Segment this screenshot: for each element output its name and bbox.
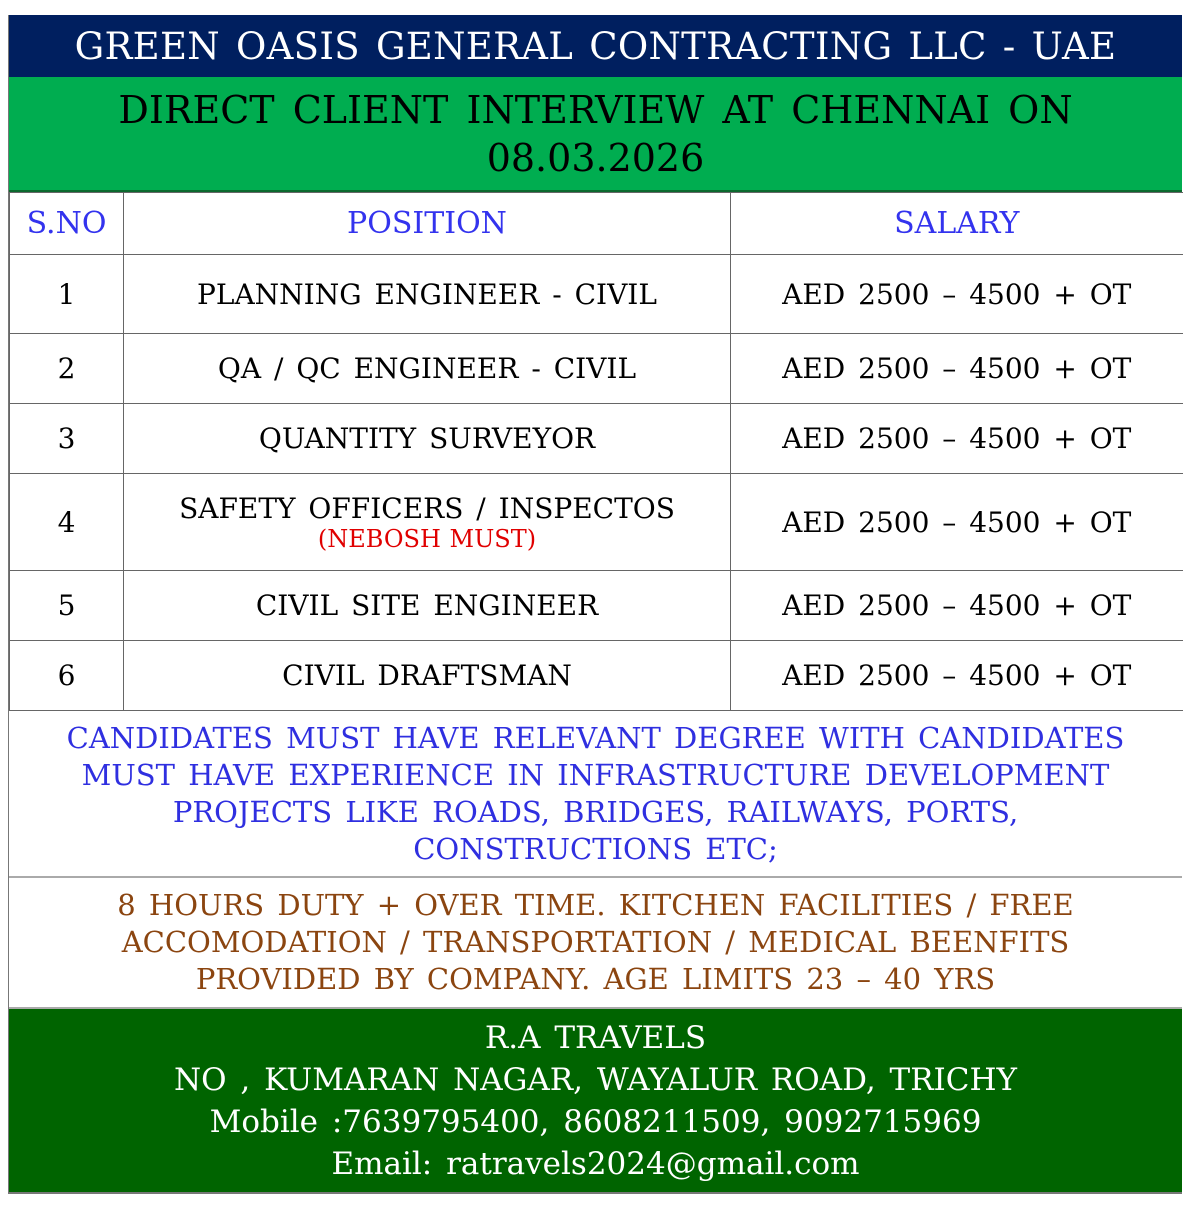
cell-sno: 6 [10, 641, 124, 711]
table-row [10, 334, 1183, 404]
cell-salary: AED 2500 – 4500 + OT [731, 641, 1183, 711]
agency-email: Email: ratravels2024@gmail.com [331, 1145, 860, 1182]
cell-position: QUANTITY SURVEYOR [124, 404, 731, 474]
benefits-section [9, 878, 1182, 1009]
job-poster [8, 15, 1182, 1194]
requirements-text: CANDIDATES MUST HAVE RELEVANT DEGREE WITH CANDIDATES MUST HAVE EXPERIENCE IN INFRASTRUCTURE DEVELOPMENT PROJECTS LIKE ROADS, BRIDGES, RAILWAYS, PORTS, CONSTRUCTIONS ETC; [66, 720, 1125, 866]
cell-salary: AED 2500 – 4500 + OT [731, 334, 1183, 404]
interview-banner [9, 77, 1182, 192]
company-name: GREEN OASIS GENERAL CONTRACTING LLC - UAE [74, 24, 1117, 68]
column-header-sno: S.NO [10, 193, 124, 255]
cell-sno: 2 [10, 334, 124, 404]
cell-position: CIVIL SITE ENGINEER [124, 571, 731, 641]
benefits-text: 8 HOURS DUTY + OVER TIME. KITCHEN FACILITIES / FREE ACCOMODATION / TRANSPORTATION / MEDICAL BEENFITS PROVIDED BY COMPANY. AGE LIMITS 23 – 40 YRS [117, 888, 1074, 996]
cell-sno: 3 [10, 404, 124, 474]
position-title: SAFETY OFFICERS / INSPECTOS [179, 492, 675, 525]
cell-salary: AED 2500 – 4500 + OT [731, 474, 1183, 571]
table-row [10, 404, 1183, 474]
requirements-section [9, 711, 1182, 878]
cell-salary: AED 2500 – 4500 + OT [731, 255, 1183, 334]
agency-mobile: Mobile :7639795400, 8608211509, 9092715969 [209, 1103, 982, 1140]
contact-footer [9, 1009, 1182, 1194]
cell-position: CIVIL DRAFTSMAN [124, 641, 731, 711]
cell-salary: AED 2500 – 4500 + OT [731, 571, 1183, 641]
cell-sno: 5 [10, 571, 124, 641]
company-title-bar [9, 15, 1182, 77]
interview-info: DIRECT CLIENT INTERVIEW AT CHENNAI ON 08.03.2026 [118, 87, 1073, 180]
column-header-salary: SALARY [731, 193, 1183, 255]
position-requirement-note: (NEBOSH MUST) [317, 525, 537, 553]
table-row [10, 571, 1183, 641]
positions-table [9, 192, 1183, 711]
table-row [10, 641, 1183, 711]
agency-address: NO , KUMARAN NAGAR, WAYALUR ROAD, TRICHY [173, 1061, 1018, 1098]
table-row [10, 474, 1183, 571]
cell-sno: 1 [10, 255, 124, 334]
cell-sno: 4 [10, 474, 124, 571]
table-row [10, 255, 1183, 334]
cell-position: PLANNING ENGINEER - CIVIL [124, 255, 731, 334]
cell-position: QA / QC ENGINEER - CIVIL [124, 334, 731, 404]
cell-salary: AED 2500 – 4500 + OT [731, 404, 1183, 474]
cell-position [124, 474, 731, 571]
agency-name: R.A TRAVELS [484, 1019, 707, 1056]
table-header-row [10, 193, 1183, 255]
column-header-position: POSITION [124, 193, 731, 255]
